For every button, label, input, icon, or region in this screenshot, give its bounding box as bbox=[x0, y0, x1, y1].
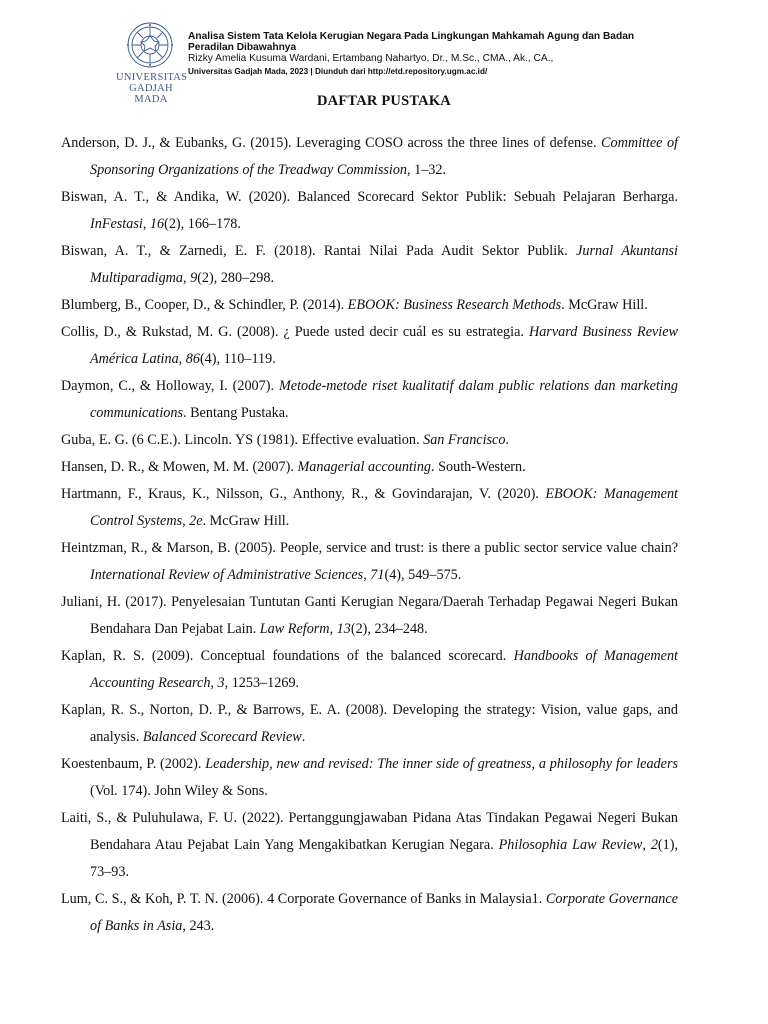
university-logo bbox=[116, 20, 188, 105]
reference-item: Anderson, D. J., & Eubanks, G. (2015). Leveraging COSO across the three lines of defense. Committee of Sponsoring Organizations of the Treadway Commission, 1–32. bbox=[61, 135, 678, 178]
reference-item: Blumberg, B., Cooper, D., & Schindler, P. (2014). EBOOK: Business Research Methods. McGraw Hill. bbox=[61, 297, 648, 313]
reference-item: Kaplan, R. S., Norton, D. P., & Barrows, E. A. (2008). Developing the strategy: Vision, value gaps, and analysis. Balanced Scorecard Review. bbox=[61, 702, 678, 745]
reference-item: Hansen, D. R., & Mowen, M. M. (2007). Managerial accounting. South-Western. bbox=[61, 459, 526, 475]
repository-source: Universitas Gadjah Mada, 2023 | Diunduh dari http://etd.repository.ugm.ac.id/ bbox=[188, 67, 488, 76]
reference-item: Lum, C. S., & Koh, P. T. N. (2006). 4 Corporate Governance of Banks in Malaysia1. Corporate Governance of Banks in Asia, 243. bbox=[61, 891, 678, 934]
reference-item: Kaplan, R. S. (2009). Conceptual foundations of the balanced scorecard. Handbooks of Management Accounting Research, 3, 1253–1269. bbox=[61, 648, 678, 691]
reference-item: Laiti, S., & Puluhulawa, F. U. (2022). Pertanggungjawaban Pidana Atas Tindakan Pegawai Negeri Bukan Bendahara Atau Pejabat Lain Yang Mengakibatkan Kerugian Negara. Philosophia Law Review, 2(1), 73–93. bbox=[61, 810, 679, 880]
ugm-seal-icon bbox=[116, 20, 184, 72]
reference-item: Biswan, A. T., & Zarnedi, E. F. (2018). Rantai Nilai Pada Audit Sektor Publik. Jurnal Akuntansi Multiparadigma, 9(2), 280–298. bbox=[61, 243, 678, 286]
reference-list bbox=[61, 130, 678, 940]
thesis-title: Analisa Sistem Tata Kelola Kerugian Negara Pada Lingkungan Mahkamah Agung dan Badan Peradilan Dibawahnya bbox=[188, 31, 635, 53]
reference-item: Daymon, C., & Holloway, I. (2007). Metode-metode riset kualitatif dalam public relations dan marketing communications. Bentang Pustaka. bbox=[61, 378, 678, 421]
page-title: DAFTAR PUSTAKA bbox=[317, 93, 451, 109]
reference-item: Koestenbaum, P. (2002). Leadership, new and revised: The inner side of greatness, a philosophy for leaders (Vol. 174). John Wiley & Sons. bbox=[61, 756, 678, 799]
reference-item: Biswan, A. T., & Andika, W. (2020). Balanced Scorecard Sektor Publik: Sebuah Pelajaran Berharga. InFestasi, 16(2), 166–178. bbox=[61, 189, 678, 232]
reference-item: Heintzman, R., & Marson, B. (2005). People, service and trust: is there a public sector service value chain? International Review of Administrative Sciences, 71(4), 549–575. bbox=[61, 540, 678, 583]
logo-line-2: GADJAH MADA bbox=[129, 83, 173, 105]
reference-item: Collis, D., & Rukstad, M. G. (2008). ¿ Puede usted decir cuál es su estrategia. Harvard Business Review América Latina, 86(4), 110–119. bbox=[61, 324, 678, 367]
header-text bbox=[188, 31, 668, 77]
logo-line-1: UNIVERSITAS bbox=[116, 72, 188, 83]
reference-item: Guba, E. G. (6 C.E.). Lincoln. YS (1981). Effective evaluation. San Francisco. bbox=[61, 432, 509, 448]
reference-item: Hartmann, F., Kraus, K., Nilsson, G., Anthony, R., & Govindarajan, V. (2020). EBOOK: Management Control Systems, 2e. McGraw Hill. bbox=[61, 486, 678, 529]
thesis-authors: Rizky Amelia Kusuma Wardani, Ertambang Nahartyo, Dr., M.Sc., CMA., Ak., CA., bbox=[188, 53, 554, 64]
reference-item: Juliani, H. (2017). Penyelesaian Tuntutan Ganti Kerugian Negara/Daerah Terhadap Pegawai Negeri Bukan Bendahara Dan Pejabat Lain. Law Reform, 13(2), 234–248. bbox=[61, 594, 678, 637]
